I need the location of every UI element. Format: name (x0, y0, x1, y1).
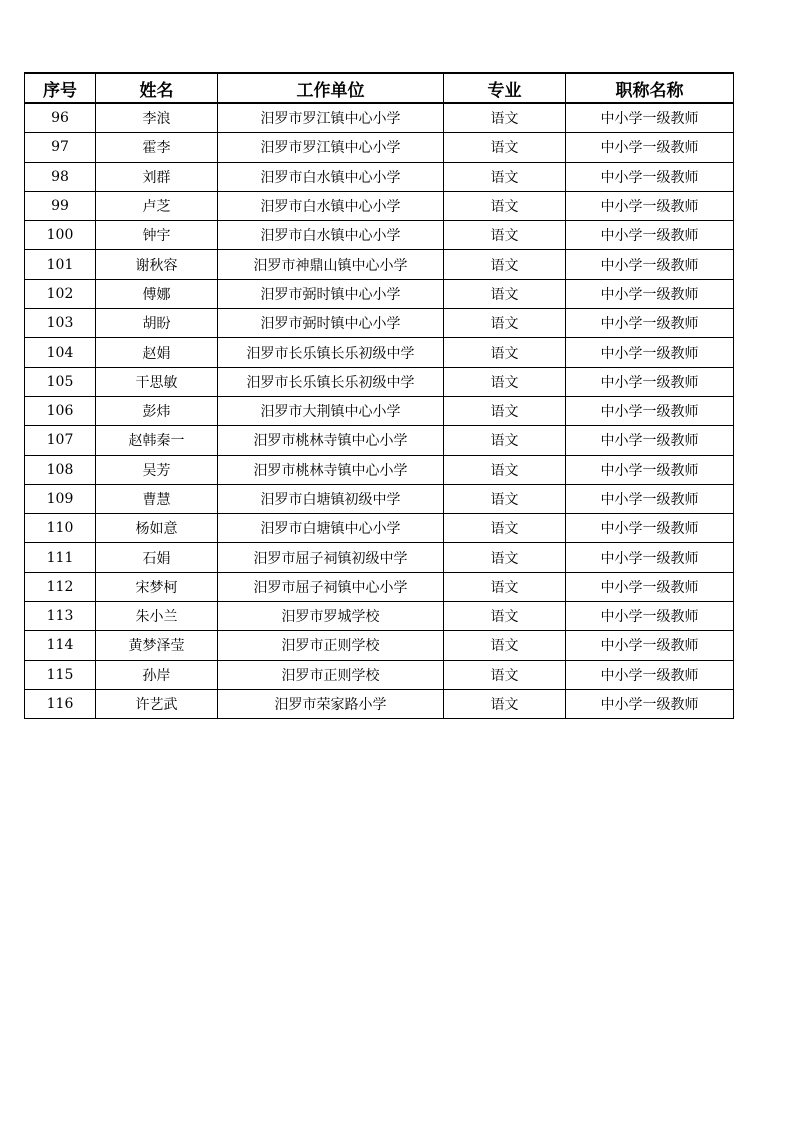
cell-index: 109 (25, 484, 96, 513)
cell-index: 106 (25, 396, 96, 425)
header-workplace: 工作单位 (218, 73, 444, 103)
cell-title: 中小学一级教师 (566, 455, 734, 484)
cell-title: 中小学一级教师 (566, 103, 734, 133)
cell-workplace: 汨罗市弼时镇中心小学 (218, 279, 444, 308)
cell-workplace: 汨罗市屈子祠镇中心小学 (218, 572, 444, 601)
cell-title: 中小学一级教师 (566, 396, 734, 425)
cell-title: 中小学一级教师 (566, 133, 734, 162)
cell-subject: 语文 (444, 279, 566, 308)
cell-title: 中小学一级教师 (566, 191, 734, 220)
cell-name: 宋梦柯 (96, 572, 218, 601)
cell-title: 中小学一级教师 (566, 221, 734, 250)
cell-workplace: 汨罗市神鼎山镇中心小学 (218, 250, 444, 279)
cell-name: 赵娟 (96, 338, 218, 367)
cell-name: 石娟 (96, 543, 218, 572)
cell-name: 胡盼 (96, 309, 218, 338)
cell-subject: 语文 (444, 396, 566, 425)
cell-title: 中小学一级教师 (566, 367, 734, 396)
cell-index: 111 (25, 543, 96, 572)
cell-subject: 语文 (444, 133, 566, 162)
cell-subject: 语文 (444, 660, 566, 689)
cell-subject: 语文 (444, 602, 566, 631)
cell-workplace: 汨罗市长乐镇长乐初级中学 (218, 367, 444, 396)
cell-title: 中小学一级教师 (566, 689, 734, 718)
header-subject: 专业 (444, 73, 566, 103)
cell-index: 110 (25, 514, 96, 543)
cell-index: 113 (25, 602, 96, 631)
table-row (25, 367, 734, 396)
cell-index: 114 (25, 631, 96, 660)
cell-workplace: 汨罗市荣家路小学 (218, 689, 444, 718)
table-row (25, 689, 734, 718)
table-row (25, 514, 734, 543)
cell-index: 107 (25, 426, 96, 455)
cell-index: 116 (25, 689, 96, 718)
cell-title: 中小学一级教师 (566, 660, 734, 689)
table-row (25, 162, 734, 191)
table-row (25, 338, 734, 367)
cell-workplace: 汨罗市长乐镇长乐初级中学 (218, 338, 444, 367)
table-body (25, 103, 734, 719)
cell-name: 杨如意 (96, 514, 218, 543)
cell-name: 吴芳 (96, 455, 218, 484)
table-header-row (25, 73, 734, 103)
table-row (25, 631, 734, 660)
cell-index: 108 (25, 455, 96, 484)
table-row (25, 484, 734, 513)
cell-subject: 语文 (444, 162, 566, 191)
cell-workplace: 汨罗市白水镇中心小学 (218, 191, 444, 220)
cell-subject: 语文 (444, 572, 566, 601)
cell-title: 中小学一级教师 (566, 162, 734, 191)
cell-index: 104 (25, 338, 96, 367)
cell-index: 105 (25, 367, 96, 396)
table-row (25, 279, 734, 308)
cell-workplace: 汨罗市白水镇中心小学 (218, 221, 444, 250)
cell-subject: 语文 (444, 455, 566, 484)
cell-name: 孙岸 (96, 660, 218, 689)
cell-subject: 语文 (444, 338, 566, 367)
cell-title: 中小学一级教师 (566, 279, 734, 308)
cell-workplace: 汨罗市屈子祠镇初级中学 (218, 543, 444, 572)
cell-index: 96 (25, 103, 96, 133)
cell-title: 中小学一级教师 (566, 602, 734, 631)
table-row (25, 602, 734, 631)
cell-index: 100 (25, 221, 96, 250)
cell-subject: 语文 (444, 689, 566, 718)
cell-subject: 语文 (444, 221, 566, 250)
cell-title: 中小学一级教师 (566, 309, 734, 338)
cell-subject: 语文 (444, 309, 566, 338)
cell-title: 中小学一级教师 (566, 543, 734, 572)
header-title: 职称名称 (566, 73, 734, 103)
cell-name: 黄梦泽莹 (96, 631, 218, 660)
cell-workplace: 汨罗市白水镇中心小学 (218, 162, 444, 191)
cell-subject: 语文 (444, 191, 566, 220)
cell-index: 115 (25, 660, 96, 689)
teacher-table (24, 72, 734, 719)
cell-workplace: 汨罗市罗城学校 (218, 602, 444, 631)
table-row (25, 426, 734, 455)
cell-title: 中小学一级教师 (566, 631, 734, 660)
table-row (25, 455, 734, 484)
cell-name: 傅娜 (96, 279, 218, 308)
table-row (25, 133, 734, 162)
cell-workplace: 汨罗市大荆镇中心小学 (218, 396, 444, 425)
table-row (25, 250, 734, 279)
cell-index: 101 (25, 250, 96, 279)
cell-name: 卢芝 (96, 191, 218, 220)
cell-index: 112 (25, 572, 96, 601)
table-row (25, 309, 734, 338)
cell-title: 中小学一级教师 (566, 338, 734, 367)
cell-name: 赵韩秦一 (96, 426, 218, 455)
cell-name: 霍李 (96, 133, 218, 162)
cell-name: 干思敏 (96, 367, 218, 396)
cell-index: 99 (25, 191, 96, 220)
table-row (25, 191, 734, 220)
cell-workplace: 汨罗市桃林寺镇中心小学 (218, 455, 444, 484)
cell-subject: 语文 (444, 250, 566, 279)
cell-workplace: 汨罗市桃林寺镇中心小学 (218, 426, 444, 455)
cell-subject: 语文 (444, 514, 566, 543)
table-row (25, 572, 734, 601)
cell-subject: 语文 (444, 103, 566, 133)
cell-index: 102 (25, 279, 96, 308)
cell-title: 中小学一级教师 (566, 514, 734, 543)
table-row (25, 103, 734, 133)
cell-title: 中小学一级教师 (566, 484, 734, 513)
cell-workplace: 汨罗市白塘镇中心小学 (218, 514, 444, 543)
cell-title: 中小学一级教师 (566, 572, 734, 601)
cell-workplace: 汨罗市弼时镇中心小学 (218, 309, 444, 338)
cell-workplace: 汨罗市白塘镇初级中学 (218, 484, 444, 513)
cell-subject: 语文 (444, 543, 566, 572)
cell-subject: 语文 (444, 367, 566, 396)
cell-name: 钟宇 (96, 221, 218, 250)
cell-name: 刘群 (96, 162, 218, 191)
cell-title: 中小学一级教师 (566, 426, 734, 455)
cell-workplace: 汨罗市正则学校 (218, 660, 444, 689)
table-row (25, 660, 734, 689)
cell-name: 彭炜 (96, 396, 218, 425)
cell-index: 98 (25, 162, 96, 191)
cell-workplace: 汨罗市正则学校 (218, 631, 444, 660)
cell-subject: 语文 (444, 426, 566, 455)
cell-name: 谢秋容 (96, 250, 218, 279)
cell-title: 中小学一级教师 (566, 250, 734, 279)
cell-index: 103 (25, 309, 96, 338)
table-row (25, 396, 734, 425)
cell-name: 李浪 (96, 103, 218, 133)
header-name: 姓名 (96, 73, 218, 103)
teacher-list-sheet (24, 72, 733, 719)
cell-workplace: 汨罗市罗江镇中心小学 (218, 103, 444, 133)
cell-index: 97 (25, 133, 96, 162)
table-row (25, 221, 734, 250)
cell-name: 许艺武 (96, 689, 218, 718)
cell-name: 朱小兰 (96, 602, 218, 631)
header-index: 序号 (25, 73, 96, 103)
cell-name: 曹慧 (96, 484, 218, 513)
cell-subject: 语文 (444, 631, 566, 660)
table-row (25, 543, 734, 572)
cell-workplace: 汨罗市罗江镇中心小学 (218, 133, 444, 162)
cell-subject: 语文 (444, 484, 566, 513)
